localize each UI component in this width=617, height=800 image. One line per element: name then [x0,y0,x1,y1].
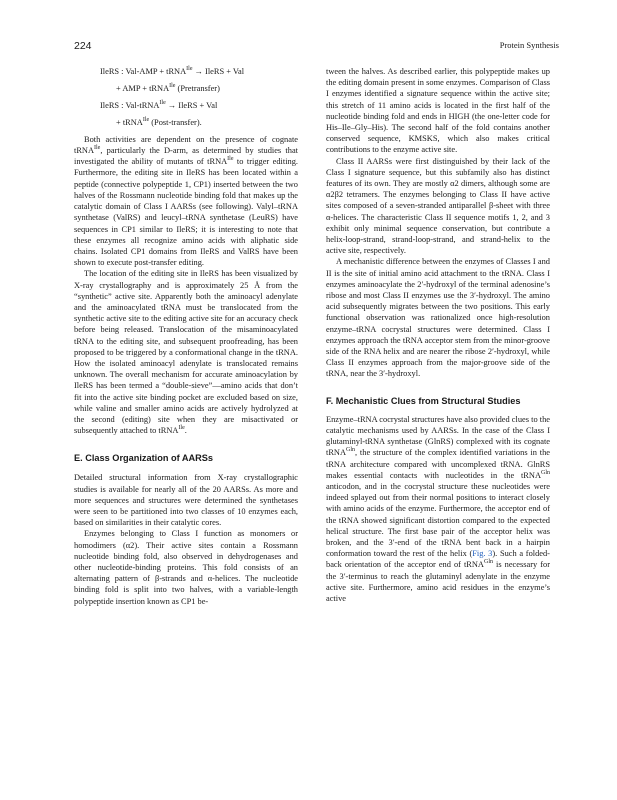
right-column [326,66,550,604]
equation-4: + tRNA$^{Ile}$ (Post-transfer). [116,116,202,127]
section-heading-e: E. Class Organization of AARSs [74,453,214,464]
paragraph-text: Enzyme–tRNA cocrystal structures have also provided clues to the catalytic mechanisms used by AARSs. In the case of the Class I glutaminyl-tRNA synthetase (GlnRS) complexed with its cognate tRNA$^{Gln}$, the structure of the complex identified variations in the tRNA architecture compared with uncomplexed tRNA. GlnRS makes essential contacts with nucleotides in the tRNA$^{Gln}$ anticodon, and in the cocrystal structure these nucleotides were indeed splayed out from their normal positions to interact closely with amino acids of the enzyme. Furthermore, the acceptor end of the tRNA showed significant distortion compared to the expected helical structure. The first base pair of the acceptor helix was broken, and the 3′-end of the tRNA bent back in a hairpin conformation toward the rest of the helix ( [326,414,550,559]
paragraph-text: ). Such a folded-back orientation of the acceptor end of tRNA$^{Gln}$ is necessary for the 3′-terminus to reach the glutaminyl adenylate in the enzyme active site. Furthermore, amino acid residues in the enzyme’s active [326,549,550,603]
equation-1: IleRS : Val-AMP + tRNA$^{Ile}$ → IleRS + Val [100,66,245,76]
body-paragraph [326,414,550,604]
running-title: Protein Synthesis [499,40,559,50]
equation-2: + AMP + tRNA$^{Ile}$ (Pretransfer) [116,83,220,93]
body-paragraph: Enzymes belonging to Class I function as monomers or homodimers (α2). Their active sites contain a Rossmann nucleotide binding fold, also observed in dehydrogenases and other nucleotide-binding proteins. This fold consists of an alternating pattern of β-strands and α-helices. The nucleotide binding fold is split into two halves, with a variable-length polypeptide insertion known as CP1 be- [74,529,298,606]
section-heading-f: F. Mechanistic Clues from Structural Studies [326,395,521,406]
page-number: 224 [74,40,92,52]
equation-3: IleRS : Val-tRNA$^{Ile}$ → IleRS + Val [100,99,218,110]
body-paragraph: tween the halves. As described earlier, this polypeptide makes up the editing domain present in some enzymes. Comparison of Class I enzymes identified a signature sequence within the active site; this stretch of 11 amino acids is located in the first half of the nucleotide binding fold and ends in HIGH (the one-letter code for His–Ile–Gly–His). The second half of the fold contains another conserved sequence, KMSKS, which also makes critical contributions to the enzyme active site. [326,67,550,155]
body-paragraph: Class II AARSs were first distinguished by their lack of the Class I signature sequence, but this subfamily also has distinct features of its own. They are mostly α2 dimers, although some are α2β2 tetramers. The enzymes belonging to Class II have active sites composed of a seven-stranded antiparallel β-sheet with three α-helices. The characteristic Class II sequence motifs 1, 2, and 3 exhibit only minimal sequence conservation, but contribute a helix-loop-strand, strand-loop-strand, and strand-helix to the active site, respectively. [326,156,550,256]
body-paragraph: A mechanistic difference between the enzymes of Classes I and II is the site of initial amino acid attachment to the tRNA. Class I enzymes aminoacylate the 2′-hydroxyl of the terminal adenosine’s ribose and most Class II enzymes use the 3′-hydroxyl. The amino acid subsequently migrates between the two positions. This early functional observation was rationalized once high-resolution enzyme–tRNA cocrystal structures were determined. Class I enzymes approach the tRNA acceptor stem from the minor-groove side of the RNA helix and are nearer the ribose 2′-hydroxyl, while Class II enzymes approach from the major-groove side of the tRNA, near the 3′-hydroxyl. [326,257,550,379]
body-paragraph: Detailed structural information from X-ray crystallographic studies is available for nearly all of the 20 AARSs. As more and more sequences and structures were determined the synthetases were seen to be partitioned into two classes of 10 enzymes each, based on similarities in their catalytic cores. [74,473,298,528]
page-header [74,40,559,54]
body-paragraph: The location of the editing site in IleRS has been visualized by X-ray crystallography and is approximately 25 Å from the “synthetic” active site. Apparently both the aminoacyl adenylate and the aminoacylated tRNA must be translocated from the synthetic active site to the editing active site for an accuracy check before being released. Translocation of the misaminoacylated tRNA to the editing site, and subsequent proofreading, has been proposed to be triggered by a conformational change in the tRNA. How the isolated aminoacyl adenylate is translocated remains unknown. The overall mechanism for accurate aminoacylation by IleRS has been termed a “double-sieve”—amino acids that don’t fit into the active site binding pocket are excluded based on size, while valine and smaller amino acids are actively hydrolyzed at the second (editing) site when they are misactivated or subsequently attached to tRNA$^{Ile}$. [74,269,298,436]
left-column [74,66,298,607]
body-paragraph: Both activities are dependent on the presence of cognate tRNA$^{Ile}$, particularly the D-arm, as determined by studies that investigated the ability of mutants of tRNA$^{Ile}$ to trigger editing. Furthermore, the editing site in IleRS has been located within a peptide (connective polypeptide 1, CP1) inserted between the two halves of the Rossmann nucleotide binding fold that makes up the catalytic domain of Class I AARSs (see following). Valyl–tRNA synthetase (ValRS) and leucyl–tRNA synthetase (LeuRS) have sequences in CP1 similar to IleRS; it is interesting to note that these enzymes all recognize amino acids with aliphatic side chains. Isolated CP1 domains from IleRS and ValRS have been shown to execute post-transfer editing. [74,134,298,268]
figure-3-link[interactable]: Fig. 3 [472,549,493,559]
